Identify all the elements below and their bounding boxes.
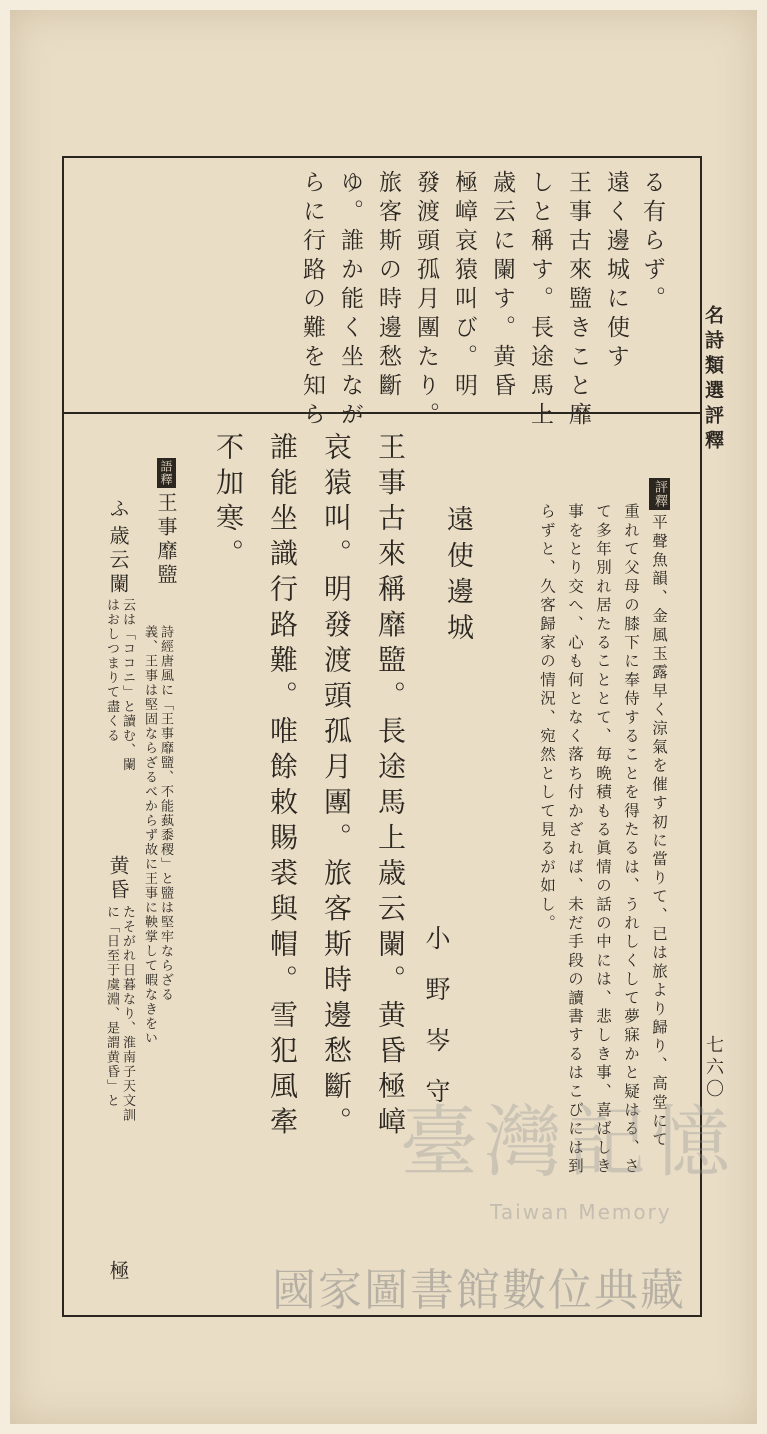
page-number: 七六〇 — [703, 1035, 724, 1101]
upper-line-5: 歳云に闌す。黄昏 — [489, 170, 515, 402]
watermark-institution: 國家圖書館數位典藏 — [272, 1265, 686, 1316]
commentary-line-5: らずと、久客歸家の情況、宛然として見るが如し。 — [538, 503, 556, 934]
upper-line-2: 遠く邊城に使す — [603, 170, 629, 373]
poem-line-1: 王事古來稱靡盬。長途馬上歳云闌。黄昏極嶂 — [374, 432, 407, 1142]
upper-line-9: ゆ。誰か能く坐なが — [337, 170, 363, 431]
upper-line-6: 極嶂哀猿叫び。明 — [451, 170, 477, 402]
commentary-line-1: 評釋平聲魚韻、金風玉露早く涼氣を催す初に當りて、已は旅より歸り、高堂にて — [650, 480, 668, 1150]
notes-term-koukon: 黄昏 — [106, 855, 130, 903]
notes-line-2-annotation-a: 云は「ココニ」と讀む、闌 — [120, 598, 135, 772]
notes-line-1-annotation-b: 義、王事は堅固ならざるべからず故に王事に鞅掌して暇なきをい — [142, 625, 157, 1046]
commentary-line-3: て多年別れ居たることとて、毎晩積もる眞情の話の中には、悲しき事、喜ばしき — [594, 503, 612, 1177]
poem-line-4: 不加寒。 — [212, 432, 245, 574]
notes-line-1-annotation-a: 詩經唐風に「王事靡盬、不能蓺黍稷」と盬は堅牢ならざる — [158, 625, 173, 1002]
upper-line-10: らに行路の難を知ら — [299, 170, 325, 431]
notes-line-2-annotation-d: に「日至于虞淵、是謂黄昏」と — [104, 905, 119, 1108]
poem-author: 小野岑守 — [422, 925, 451, 1129]
notes-line-2-annotation-c: たそがれ日暮なり、淮南子天文訓 — [120, 905, 135, 1123]
notes-line-1: 語釋王事靡盬 — [154, 460, 178, 588]
commentary-badge: 評釋 — [649, 478, 670, 510]
notes-line-2-annotation-b: はおしつまりて盡くる — [104, 598, 119, 743]
notes-line-2: ふ — [106, 498, 130, 522]
poem-line-3: 誰能坐識行路難。唯餘敕賜裘與帽。雪犯風牽 — [266, 432, 299, 1142]
commentary-line-2: 重れて父母の膝下に奉侍することを得たるは、うれしくして夢寐かと疑はる、さ — [622, 503, 640, 1177]
watermark-english: Taiwan Memory — [490, 1200, 672, 1224]
notes-term-sai-un-ran: 歳云闌 — [106, 525, 130, 597]
poem-line-2: 哀猿叫。明發渡頭孤月團。旅客斯時邊愁斷。 — [320, 432, 353, 1142]
upper-line-8: 旅客斯の時邊愁斷 — [375, 170, 401, 402]
notes-term-goku: 極 — [106, 1260, 130, 1284]
commentary-line-4: 事をとり交へ、心も何となく落ち付かざれば、未だ手段の讀書するはこびには到 — [566, 503, 584, 1177]
book-title-header: 名詩類選評釋 — [702, 305, 724, 455]
watermark-taiwan-memory-logo: 臺灣記憶 — [400, 1098, 737, 1188]
upper-line-1: る有らず。 — [639, 170, 665, 315]
upper-line-4: しと稱す。長途馬上 — [527, 170, 553, 431]
poem-title: 遠使邊城 — [442, 505, 473, 649]
upper-line-3: 王事古來盬きこと靡 — [565, 170, 591, 431]
upper-line-7: 發渡頭孤月團たり。 — [413, 170, 439, 431]
notes-badge: 語釋 — [157, 458, 176, 488]
